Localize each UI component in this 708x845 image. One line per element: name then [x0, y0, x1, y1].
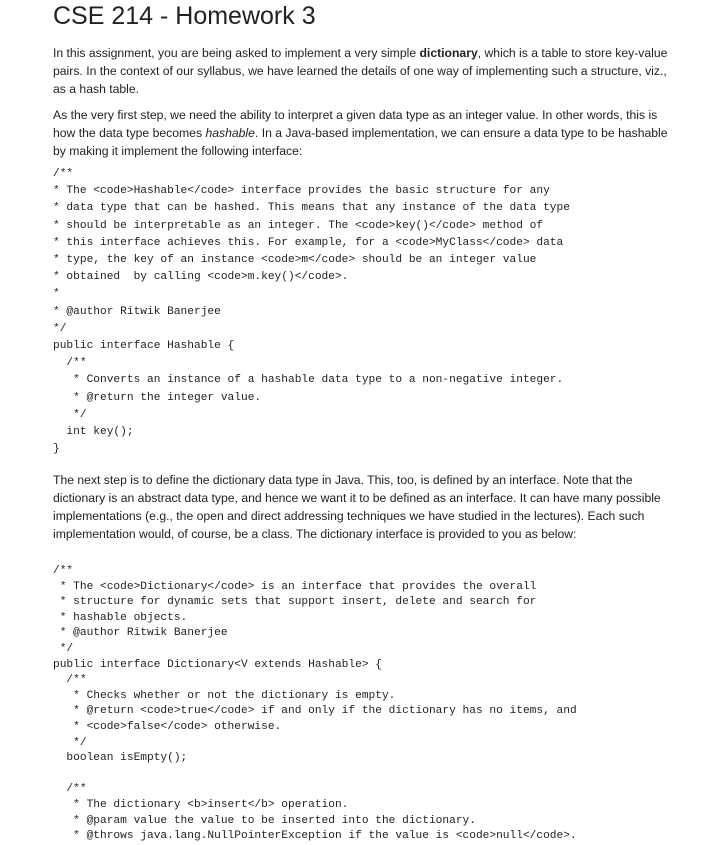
hashable-interface-code: /** * The <code>Hashable</code> interface provides the basic structure for any * data type that can be hashed. This means that any instance of the data type * should be interpretable as an integer. The <code>key()</code> method of * this interface achieves this. For example, for a <code>MyClass</code> data * type, the key of an instance <code>m</code> should be an integer value * obtained by calling <code>m.key()</code>. * * @author Ritwik Banerjee */ public interface Hashable { /** * Converts an instance of a hashable data type to a non-negative integer. * @return the integer value. */ int key(); }	[53, 168, 570, 456]
hashable-text-before: As the very first step, we need the ability to interpret a given data type as an integer value. In other words, this is how the data type becomes	[53, 108, 658, 140]
intro-bold-term: dictionary	[419, 46, 478, 60]
hashable-text-after: . In a Java-based implementation, we can ensure a data type to be hashable by making it implement the following interface:	[53, 126, 668, 158]
intro-paragraph	[53, 44, 678, 98]
dictionary-paragraph: The next step is to define the dictionary data type in Java. This, too, is defined by an interface. Note that the dictionary is an abstract data type, and hence we want it to be defined as an interface. It can have many possible implementations (e.g., the open and direct addressing techniques we have studied in the lectures). Each such implementation would, of course, be a class. The dictionary interface is provided to you as below:	[53, 473, 661, 541]
intro-text-after: , which is a table to store key-value pairs. In the context of our syllabus, we have learned the details of one way of implementing such a structure, viz., as a hash table.	[53, 46, 668, 96]
dictionary-interface-code: /** * The <code>Dictionary</code> is an interface that provides the overall * structure for dynamic sets that support insert, delete and search for * hashable objects. * @author Ritwik Banerjee */ public interface Dictionary<V extends Hashable> { /** * Checks whether or not the dictionary is empty. * @return <code>true</code> if and only if the dictionary has no items, and * <code>false</code> otherwise. */ boolean isEmpty(); /** * The dictionary <b>insert</b> operation. * @param value the value to be inserted into the dictionary. * @throws java.lang.NullPointerException if the value is <code>null</code>.	[53, 565, 577, 843]
page-title: CSE 214 - Homework 3	[53, 2, 316, 30]
hashable-paragraph	[53, 106, 678, 160]
intro-text-before: In this assignment, you are being asked to implement a very simple	[53, 46, 420, 60]
hashable-italic-term: hashable	[205, 126, 255, 140]
